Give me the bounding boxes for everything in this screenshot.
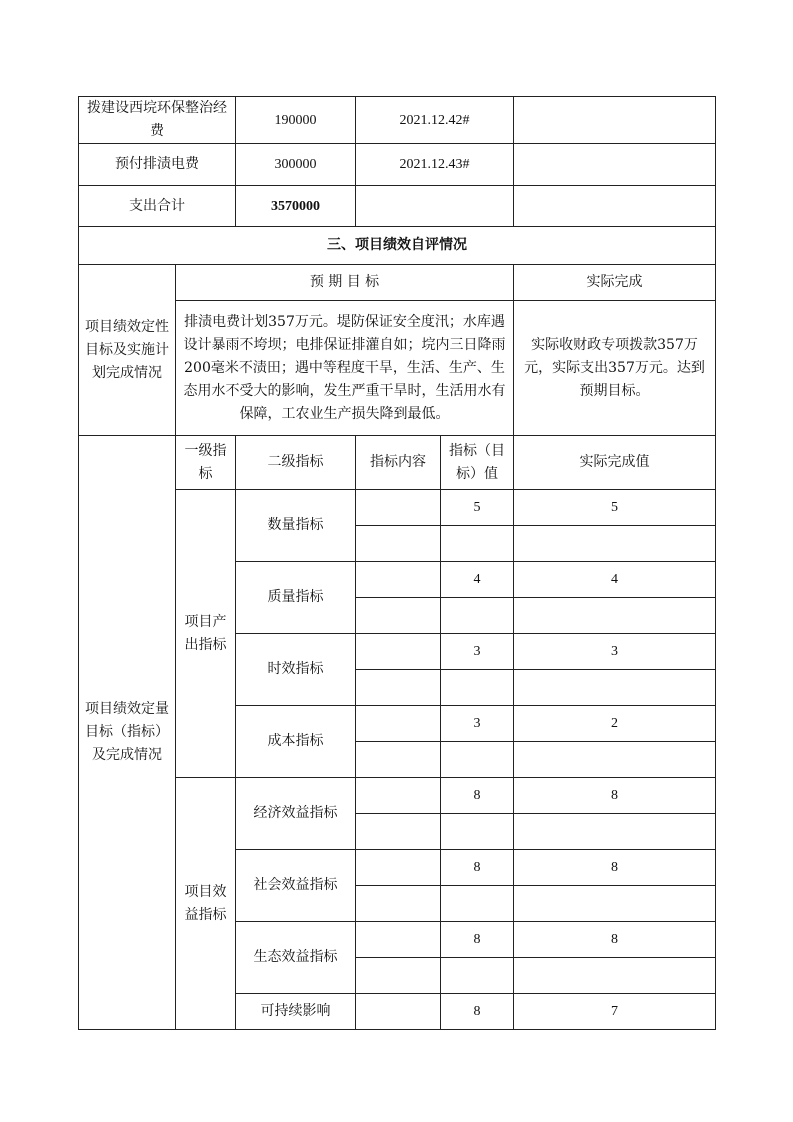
expense-name: 拨建设西垸环保整治经费: [79, 97, 236, 144]
indicator-name: 数量指标: [236, 490, 356, 562]
indicator-actual: 8: [514, 922, 716, 958]
indicator-actual: 3: [514, 634, 716, 670]
indicator-content: [356, 814, 441, 850]
group-label-benefit: 项目效益指标: [176, 778, 236, 1030]
level1-header: 一级指标: [176, 436, 236, 490]
indicator-actual: 2: [514, 706, 716, 742]
indicator-content: [356, 994, 441, 1030]
indicator-actual-empty: [514, 598, 716, 634]
indicator-actual: 4: [514, 562, 716, 598]
total-label: 支出合计: [79, 186, 236, 227]
indicator-name: 质量指标: [236, 562, 356, 634]
indicator-name: 成本指标: [236, 706, 356, 778]
group-label-output: 项目产出指标: [176, 490, 236, 778]
indicator-target: 5: [441, 490, 514, 526]
indicator-content: [356, 958, 441, 994]
indicator-actual: 8: [514, 850, 716, 886]
indicator-target-empty: [441, 742, 514, 778]
content-header: 指标内容: [356, 436, 441, 490]
total-row: [79, 186, 716, 227]
indicator-content: [356, 922, 441, 958]
indicator-content: [356, 634, 441, 670]
indicator-actual-empty: [514, 526, 716, 562]
indicator-target: 3: [441, 634, 514, 670]
expected-goal-header: 预 期 目 标: [176, 265, 514, 301]
expected-goal-text: 排渍电费计划357万元。堤防保证安全度汛；水库遇设计暴雨不垮坝；电排保证排灌自如；垸内三日降雨200毫米不渍田；遇中等程度干旱，生活、生产、生态用水不受大的影响，发生严重干旱时，生活用水有保障，工农业生产损失降到最低。: [176, 301, 514, 436]
indicator-name: 社会效益指标: [236, 850, 356, 922]
expense-note: [514, 97, 716, 144]
indicator-target: 8: [441, 850, 514, 886]
indicator-name: 生态效益指标: [236, 922, 356, 994]
indicator-target-empty: [441, 670, 514, 706]
indicator-content: [356, 670, 441, 706]
indicator-target: 8: [441, 994, 514, 1030]
indicator-target-empty: [441, 814, 514, 850]
expense-voucher-ref: 2021.12.43#: [356, 144, 514, 186]
actual-completion-text: 实际收财政专项拨款357万元，实际支出357万元。达到预期目标。: [514, 301, 716, 436]
indicator-content: [356, 850, 441, 886]
actual-completion-header: 实际完成: [514, 265, 716, 301]
actual-value-header: 实际完成值: [514, 436, 716, 490]
indicator-actual-empty: [514, 814, 716, 850]
indicator-actual-empty: [514, 742, 716, 778]
performance-evaluation-table: [78, 96, 716, 1030]
indicator-name: 可持续影响: [236, 994, 356, 1030]
indicator-content: [356, 490, 441, 526]
total-empty-cell: [514, 186, 716, 227]
indicator-actual-empty: [514, 886, 716, 922]
indicator-actual: 5: [514, 490, 716, 526]
expense-voucher-ref: 2021.12.42#: [356, 97, 514, 144]
indicator-actual: 8: [514, 778, 716, 814]
indicator-content: [356, 778, 441, 814]
expense-name: 预付排渍电费: [79, 144, 236, 186]
indicator-actual-empty: [514, 958, 716, 994]
expense-row: [79, 144, 716, 186]
indicator-target-empty: [441, 526, 514, 562]
indicator-target-empty: [441, 886, 514, 922]
indicator-content: [356, 742, 441, 778]
indicator-name: 时效指标: [236, 634, 356, 706]
indicator-actual-empty: [514, 670, 716, 706]
expense-note: [514, 144, 716, 186]
indicator-target-empty: [441, 598, 514, 634]
qualitative-row-label: 项目绩效定性目标及实施计划完成情况: [79, 265, 176, 436]
expense-amount: 300000: [236, 144, 356, 186]
section-title: 三、项目绩效自评情况: [79, 227, 716, 265]
indicator-target: 8: [441, 778, 514, 814]
expense-row: [79, 97, 716, 144]
indicator-target: 8: [441, 922, 514, 958]
indicator-actual: 7: [514, 994, 716, 1030]
indicator-target-empty: [441, 958, 514, 994]
expense-amount: 190000: [236, 97, 356, 144]
indicator-target: 4: [441, 562, 514, 598]
level2-header: 二级指标: [236, 436, 356, 490]
indicator-content: [356, 526, 441, 562]
target-header: 指标（目标）值: [441, 436, 514, 490]
indicator-content: [356, 562, 441, 598]
indicator-target: 3: [441, 706, 514, 742]
indicator-content: [356, 706, 441, 742]
indicator-content: [356, 598, 441, 634]
total-amount: 3570000: [236, 186, 356, 227]
quantitative-row-label: 项目绩效定量目标（指标）及完成情况: [79, 436, 176, 1030]
indicator-name: 经济效益指标: [236, 778, 356, 850]
indicator-content: [356, 886, 441, 922]
total-empty-cell: [356, 186, 514, 227]
